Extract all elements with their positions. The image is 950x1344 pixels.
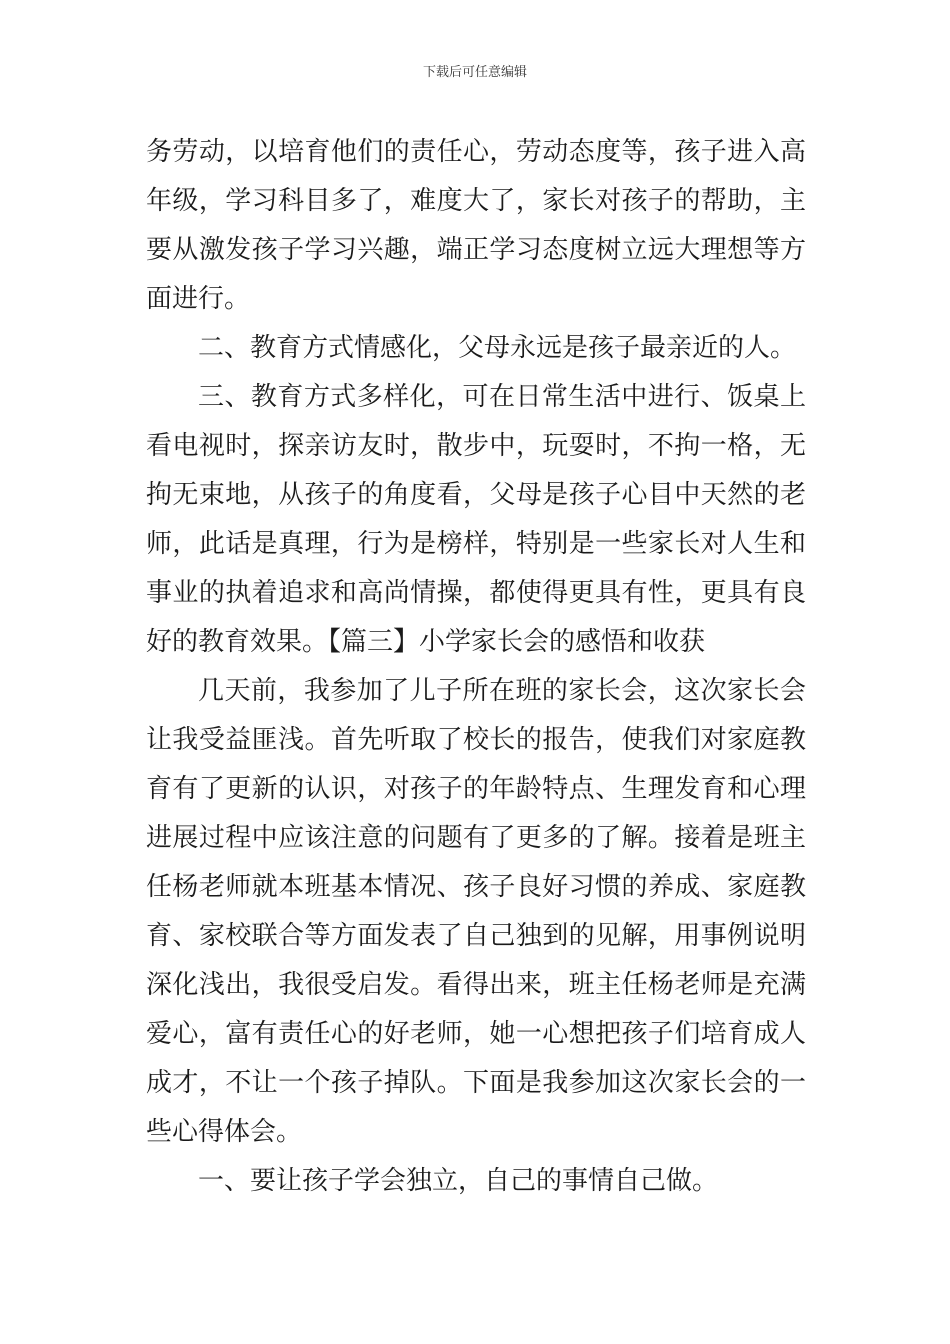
page-header: 下载后可任意编辑 [422, 65, 527, 80]
paragraph-2: 二、教育方式情感化，父母永远是孩子最亲近的人。 [198, 333, 797, 363]
document-body [146, 128, 806, 1206]
paragraph-4: 几天前，我参加了儿子所在班的家长会，这次家长会让我受益匪浅。首先听取了校长的报告，使我们对家庭教育有了更新的认识，对孩子的年龄特点、生理发育和心理进展过程中应该注意的问题有了更多的了解。接着是班主任杨老师就本班基本情况、孩子良好习惯的养成、家庭教育、家校联合等方面发表了自己独到的见解，用事例说明深化浅出，我很受启发。看得出来，班主任杨老师是充满爱心，富有责任心的好老师，她一心想把孩子们培育成人成才，不让一个孩子掉队。下面是我参加这次家长会的一些心得体会。 [146, 676, 806, 1147]
paragraph-5: 一、要让孩子学会独立，自己的事情自己做。 [198, 1166, 719, 1196]
paragraph-1: 务劳动，以培育他们的责任心，劳动态度等，孩子进入高年级，学习科目多了，难度大了，家长对孩子的帮助，主要从激发孩子学习兴趣，端正学习态度树立远大理想等方面进行。 [146, 137, 806, 314]
paragraph-3: 三、教育方式多样化，可在日常生活中进行、饭桌上看电视时，探亲访友时，散步中，玩耍时，不拘一格，无拘无束地，从孩子的角度看，父母是孩子心目中天然的老师，此话是真理，行为是榜样，特别是一些家长对人生和事业的执着追求和高尚情操，都使得更具有性，更具有良好的教育效果。【篇三】小学家长会的感悟和收获 [146, 382, 806, 657]
